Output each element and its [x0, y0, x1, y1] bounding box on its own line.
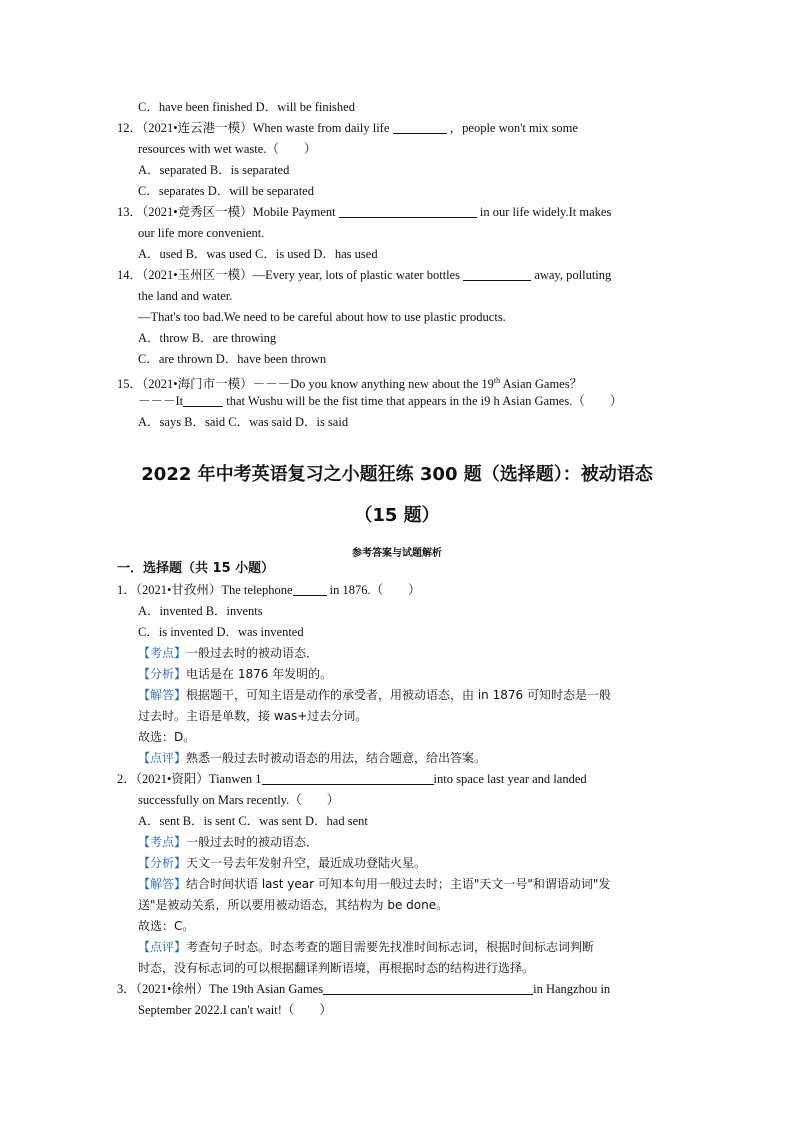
q3-prefix: 3．（2021•徐州）The 19th Asian Games: [117, 982, 324, 996]
q15-sup: th: [493, 376, 501, 385]
section-heading: 一．选择题（共 15 小题）: [117, 561, 275, 576]
q1-fenxi-text: 电话是在 1876 年发明的。: [186, 667, 333, 681]
answer-key-subtitle: 参考答案与试题解析: [352, 548, 442, 559]
q2-jieda: [138, 874, 698, 895]
dianping-label: 【点评】: [138, 940, 187, 954]
q1-dianping-text: 熟悉一般过去时被动语态的用法，结合题意，给出答案。: [186, 751, 487, 765]
q1-kaodian-text: 一般过去时的被动语态．: [186, 646, 319, 660]
q14-options-cd: C．are thrown D．have been thrown: [138, 352, 327, 366]
q14-prefix: 14．（2021•玉州区一模）—Every year, lots of plastic water bottles: [117, 268, 461, 282]
q3-stem-line2: September 2022.I can't wait!（ ）: [138, 1003, 332, 1017]
q13-stem: [117, 202, 677, 223]
q1-stem: [117, 580, 677, 601]
jieda-label: 【解答】: [138, 877, 187, 891]
q15-blank: [183, 393, 223, 407]
q2-stem-line2: successfully on Mars recently.（ ）: [138, 793, 340, 807]
q12-stem-line2: resources with wet waste.（ ）: [138, 142, 317, 156]
q14-stem-line2: the land and water.: [138, 289, 233, 303]
q2-prefix: 2．（2021•资阳）Tianwen 1: [117, 772, 262, 786]
q2-dianping-line2: 时态，没有标志词的可以根据翻译判断语境，再根据时态的结构进行选择。: [138, 961, 535, 975]
q1-answer: 故选：D。: [138, 730, 196, 744]
q2-jieda-text: 结合时间状语 last year 可知本句用一般过去时；主语"天文一号"和谓语动词"发: [186, 877, 611, 891]
q14-suffix: away, polluting: [534, 268, 612, 282]
q12-prefix: 12．（2021•连云港一模）When waste from daily life: [117, 121, 390, 135]
q15-prefix: 15．（2021•海门市一模）－－－Do you know anything new about the 19: [117, 377, 494, 392]
q1-kaodian: [138, 643, 698, 664]
q13-options: A．used B．was used C．is used D．has used: [138, 247, 378, 261]
q12-options-ab: A．separated B．is separated: [138, 163, 290, 177]
kaodian-label: 【考点】: [138, 646, 187, 660]
q13-suffix: in our life widely.It makes: [479, 205, 612, 219]
q2-dianping: [138, 937, 698, 958]
q2-fenxi: [138, 853, 698, 874]
answer-key-title: 2022 年中考英语复习之小题狂练 300 题（选择题）：被动语态: [141, 464, 653, 485]
q12-blank: [393, 120, 447, 134]
q1-jieda-text: 根据题干，可知主语是动作的承受者，用被动语态，由 in 1876 可知时态是一般: [186, 688, 611, 702]
q14-stem: [117, 265, 677, 286]
q15-line2-prefix: －－－It: [138, 394, 184, 408]
dianping-label: 【点评】: [138, 751, 187, 765]
q14-stem-line3: —That's too bad.We need to be careful about how to use plastic products.: [138, 310, 506, 324]
jieda-label: 【解答】: [138, 688, 187, 702]
q2-kaodian: [138, 832, 698, 853]
q2-stem: [117, 769, 677, 790]
q2-jieda-line2: 送"是被动关系，所以要用被动语态，其结构为 be done。: [138, 898, 449, 912]
q1-fenxi: [138, 664, 698, 685]
q2-fenxi-text: 天文一号去年发射升空，最近成功登陆火星。: [186, 856, 427, 870]
fenxi-label: 【分析】: [138, 856, 187, 870]
q14-options-ab: A．throw B．are throwing: [138, 331, 277, 345]
q2-blank: [262, 771, 434, 785]
q13-blank: [339, 204, 477, 218]
q1-dianping: [138, 748, 698, 769]
q2-kaodian-text: 一般过去时的被动语态．: [186, 835, 319, 849]
q15-suffix: Asian Games？: [502, 377, 583, 392]
q14-blank: [463, 267, 531, 281]
q15-options: A．says B．said C．was said D．is said: [138, 415, 349, 429]
q1-blank: [293, 582, 327, 596]
q3-blank: [323, 981, 533, 995]
q1-suffix: in 1876.（ ）: [329, 583, 421, 597]
kaodian-label: 【考点】: [138, 835, 187, 849]
q1-options-ab: A．invented B．invents: [138, 604, 263, 618]
q12-options-cd: C．separates D．will be separated: [138, 184, 314, 198]
q3-stem: [117, 979, 677, 1000]
q1-prefix: 1．（2021•甘孜州）The telephone: [117, 583, 293, 597]
q12-stem: [117, 118, 677, 139]
q13-prefix: 13．（2021•竞秀区一模）Mobile Payment: [117, 205, 336, 219]
q15-line2-suffix: that Wushu will be the fist time that appears in the i9 h Asian Games.（ ）: [226, 394, 623, 408]
q1-options-cd: C．is invented D．was invented: [138, 625, 304, 639]
q2-dianping-text: 考查句子时态。时态考查的题目需要先找准时间标志词，根据时间标志词判断: [186, 940, 595, 954]
q13-stem-line2: our life more convenient.: [138, 226, 265, 240]
q3-suffix: in Hangzhou in: [533, 982, 611, 996]
q2-suffix: into space last year and landed: [433, 772, 587, 786]
q2-answer: 故选：C。: [138, 919, 195, 933]
q11-options-cd: C．have been finished D．will be finished: [138, 100, 355, 114]
fenxi-label: 【分析】: [138, 667, 187, 681]
answer-key-title-count: （15 题）: [354, 505, 440, 526]
q15-stem-line2: [138, 391, 698, 412]
q12-suffix: ，people won't mix some: [449, 121, 578, 135]
q1-jieda-line2: 过去时。主语是单数，接 was+过去分词。: [138, 709, 368, 723]
q2-options: A．sent B．is sent C．was sent D．had sent: [138, 814, 368, 828]
q1-jieda: [138, 685, 698, 706]
